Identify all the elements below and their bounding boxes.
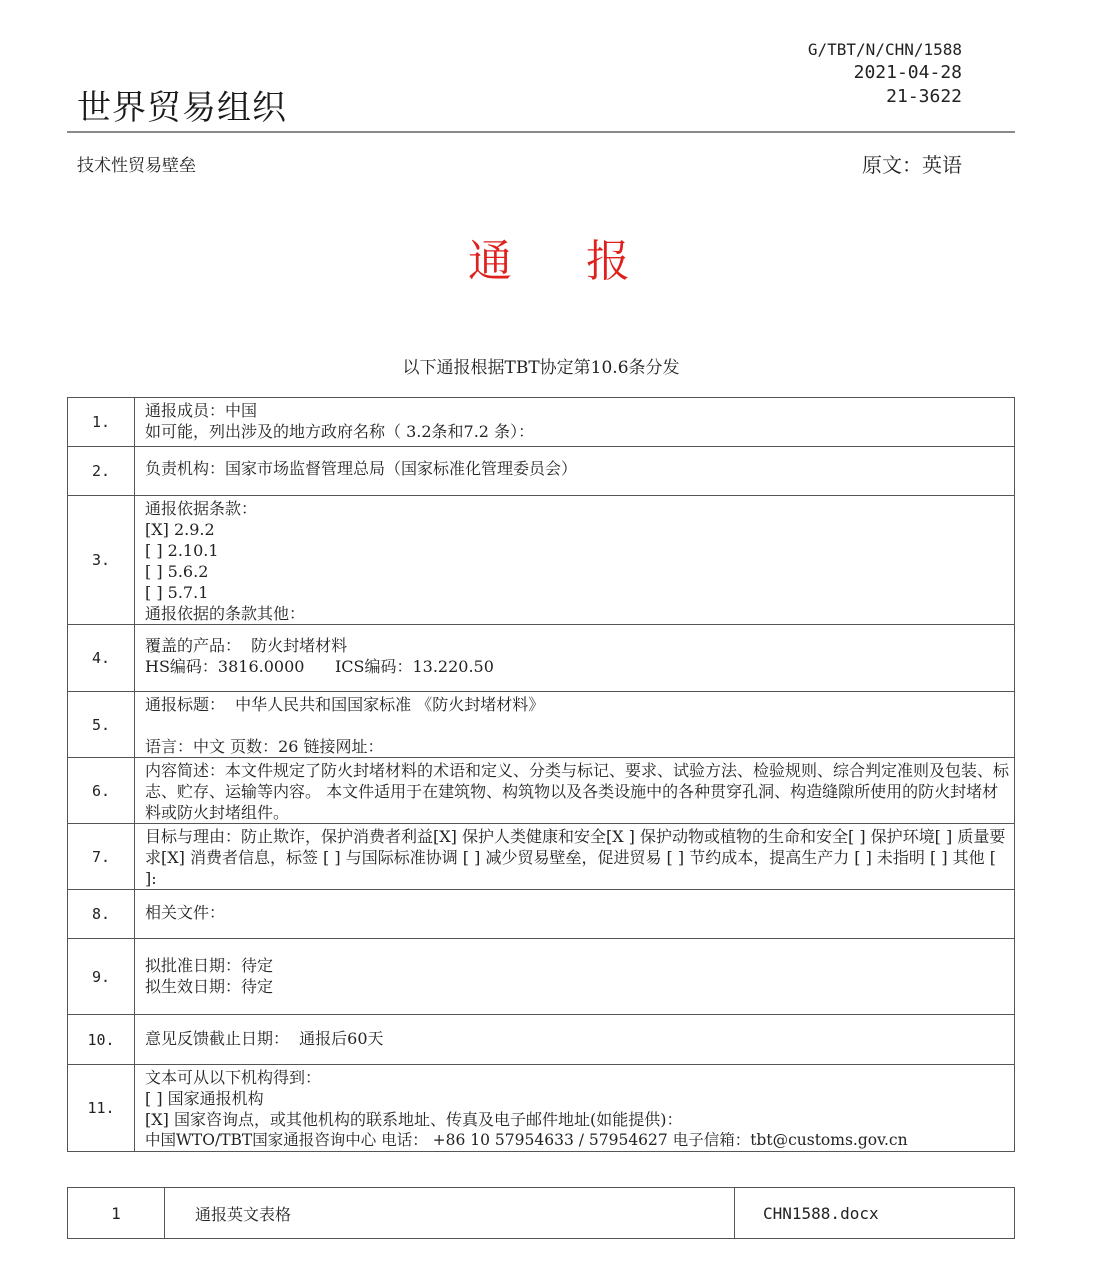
- notification-title-right: 报: [586, 236, 632, 287]
- document-date: 2021-04-28: [853, 62, 962, 83]
- attachment-description: 通报英文表格: [165, 1188, 735, 1239]
- content-summary: 内容简述：本文件规定了防火封堵材料的术语和定义、分类与标记、要求、试验方法、检验规则、综合判定准则及包装、标志、贮存、运输等内容。 本文件适用于在建筑物、构筑物以及各类设施中的各种贯穿孔洞、构造缝隙所使用的防火封堵材料或防火封堵组件。: [145, 761, 1010, 822]
- table-row: [68, 398, 1015, 447]
- row-line: 相关文件：: [145, 903, 226, 922]
- row-content: [135, 692, 1015, 758]
- row-line: 中国WTO/TBT国家通报咨询中心 电话： +86 10 57954633 / 57954627 电子信箱：tbt@customs.gov.cn: [145, 1131, 908, 1149]
- row-number: 8.: [68, 890, 135, 939]
- row-line: 通报依据条款：: [145, 499, 258, 518]
- table-row: [68, 496, 1015, 625]
- table-row: [68, 824, 1015, 890]
- row-line: [X] 2.9.2: [145, 520, 215, 539]
- header-divider: [67, 131, 1015, 133]
- attachment-row: [68, 1188, 1015, 1239]
- table-row: [68, 758, 1015, 824]
- table-row: [68, 939, 1015, 1015]
- row-content: [135, 939, 1015, 1015]
- notification-title: [0, 225, 1100, 289]
- row-line: 覆盖的产品： 防火封堵材料: [145, 636, 348, 655]
- original-language: 原文：英语: [862, 153, 962, 177]
- row-number: 2.: [68, 447, 135, 496]
- row-line: [145, 715, 1010, 736]
- row-number: 3.: [68, 496, 135, 625]
- organization-title: 世界贸易组织: [77, 88, 287, 128]
- row-number: 7.: [68, 824, 135, 890]
- row-line: [ ] 5.7.1: [145, 583, 209, 602]
- attachment-table: [67, 1187, 1015, 1239]
- row-number: 4.: [68, 625, 135, 692]
- row-number: 9.: [68, 939, 135, 1015]
- row-number: 11.: [68, 1065, 135, 1152]
- row-number: 6.: [68, 758, 135, 824]
- table-row: [68, 1015, 1015, 1065]
- document-symbol: G/TBT/N/CHN/1588: [807, 40, 962, 59]
- table-row: [68, 625, 1015, 692]
- notification-table: [67, 397, 1015, 1152]
- row-line: 通报标题： 中华人民共和国国家标准 《防火封堵材料》: [145, 695, 545, 714]
- objective-rationale: 目标与理由：防止欺诈，保护消费者利益[X] 保护人类健康和安全[X ] 保护动物或植物的生命和安全[ ] 保护环境[ ] 质量要求[X] 消费者信息，标签 [ ] 与国际标准协调 [ ] 减少贸易壁垒，促进贸易 [ ] 节约成本，提高生产力 [ ] 未指明 [ ] 其他 [ ]:: [145, 827, 1006, 888]
- row-line: 如可能，列出涉及的地方政府名称（ 3.2条和7.2 条）：: [145, 422, 535, 441]
- row-content: [135, 398, 1015, 447]
- notification-title-left: 通: [468, 236, 514, 287]
- row-line: 文本可从以下机构得到：: [145, 1068, 322, 1087]
- row-line: 通报成员：中国: [145, 401, 258, 420]
- table-row: [68, 692, 1015, 758]
- row-line: 意见反馈截止日期： 通报后60天: [145, 1029, 384, 1048]
- row-content: [135, 824, 1015, 890]
- row-line: 拟生效日期：待定: [145, 977, 274, 996]
- row-content: [135, 625, 1015, 692]
- row-line: [ ] 5.6.2: [145, 562, 209, 581]
- row-number: 10.: [68, 1015, 135, 1065]
- row-content: [135, 758, 1015, 824]
- row-content: [135, 496, 1015, 625]
- attachment-index: 1: [68, 1188, 165, 1239]
- row-line: [X] 国家咨询点，或其他机构的联系地址、传真及电子邮件地址(如能提供)：: [145, 1110, 683, 1129]
- row-content: [135, 1015, 1015, 1065]
- row-line: 负责机构：国家市场监督管理总局（国家标准化管理委员会）: [145, 459, 578, 478]
- row-content: [135, 890, 1015, 939]
- table-row: [68, 1065, 1015, 1152]
- attachment-file-link[interactable]: CHN1588.docx: [735, 1188, 1015, 1239]
- document-number: 21-3622: [886, 86, 962, 107]
- row-line: 拟批准日期：待定: [145, 956, 274, 975]
- row-line: [ ] 国家通报机构: [145, 1089, 264, 1108]
- table-row: [68, 447, 1015, 496]
- row-number: 5.: [68, 692, 135, 758]
- notification-subtitle: 以下通报根据TBT协定第10.6条分发: [402, 358, 680, 378]
- row-line: 语言：中文 页数：26 链接网址：: [145, 737, 384, 756]
- row-line: [ ] 2.10.1: [145, 541, 219, 560]
- row-content: [135, 447, 1015, 496]
- row-line: HS编码：3816.0000 ICS编码：13.220.50: [145, 657, 494, 676]
- table-row: [68, 890, 1015, 939]
- row-number: 1.: [68, 398, 135, 447]
- row-line: 通报依据的条款其他：: [145, 604, 306, 623]
- committee-name: 技术性贸易壁垒: [77, 156, 196, 176]
- row-content: [135, 1065, 1015, 1152]
